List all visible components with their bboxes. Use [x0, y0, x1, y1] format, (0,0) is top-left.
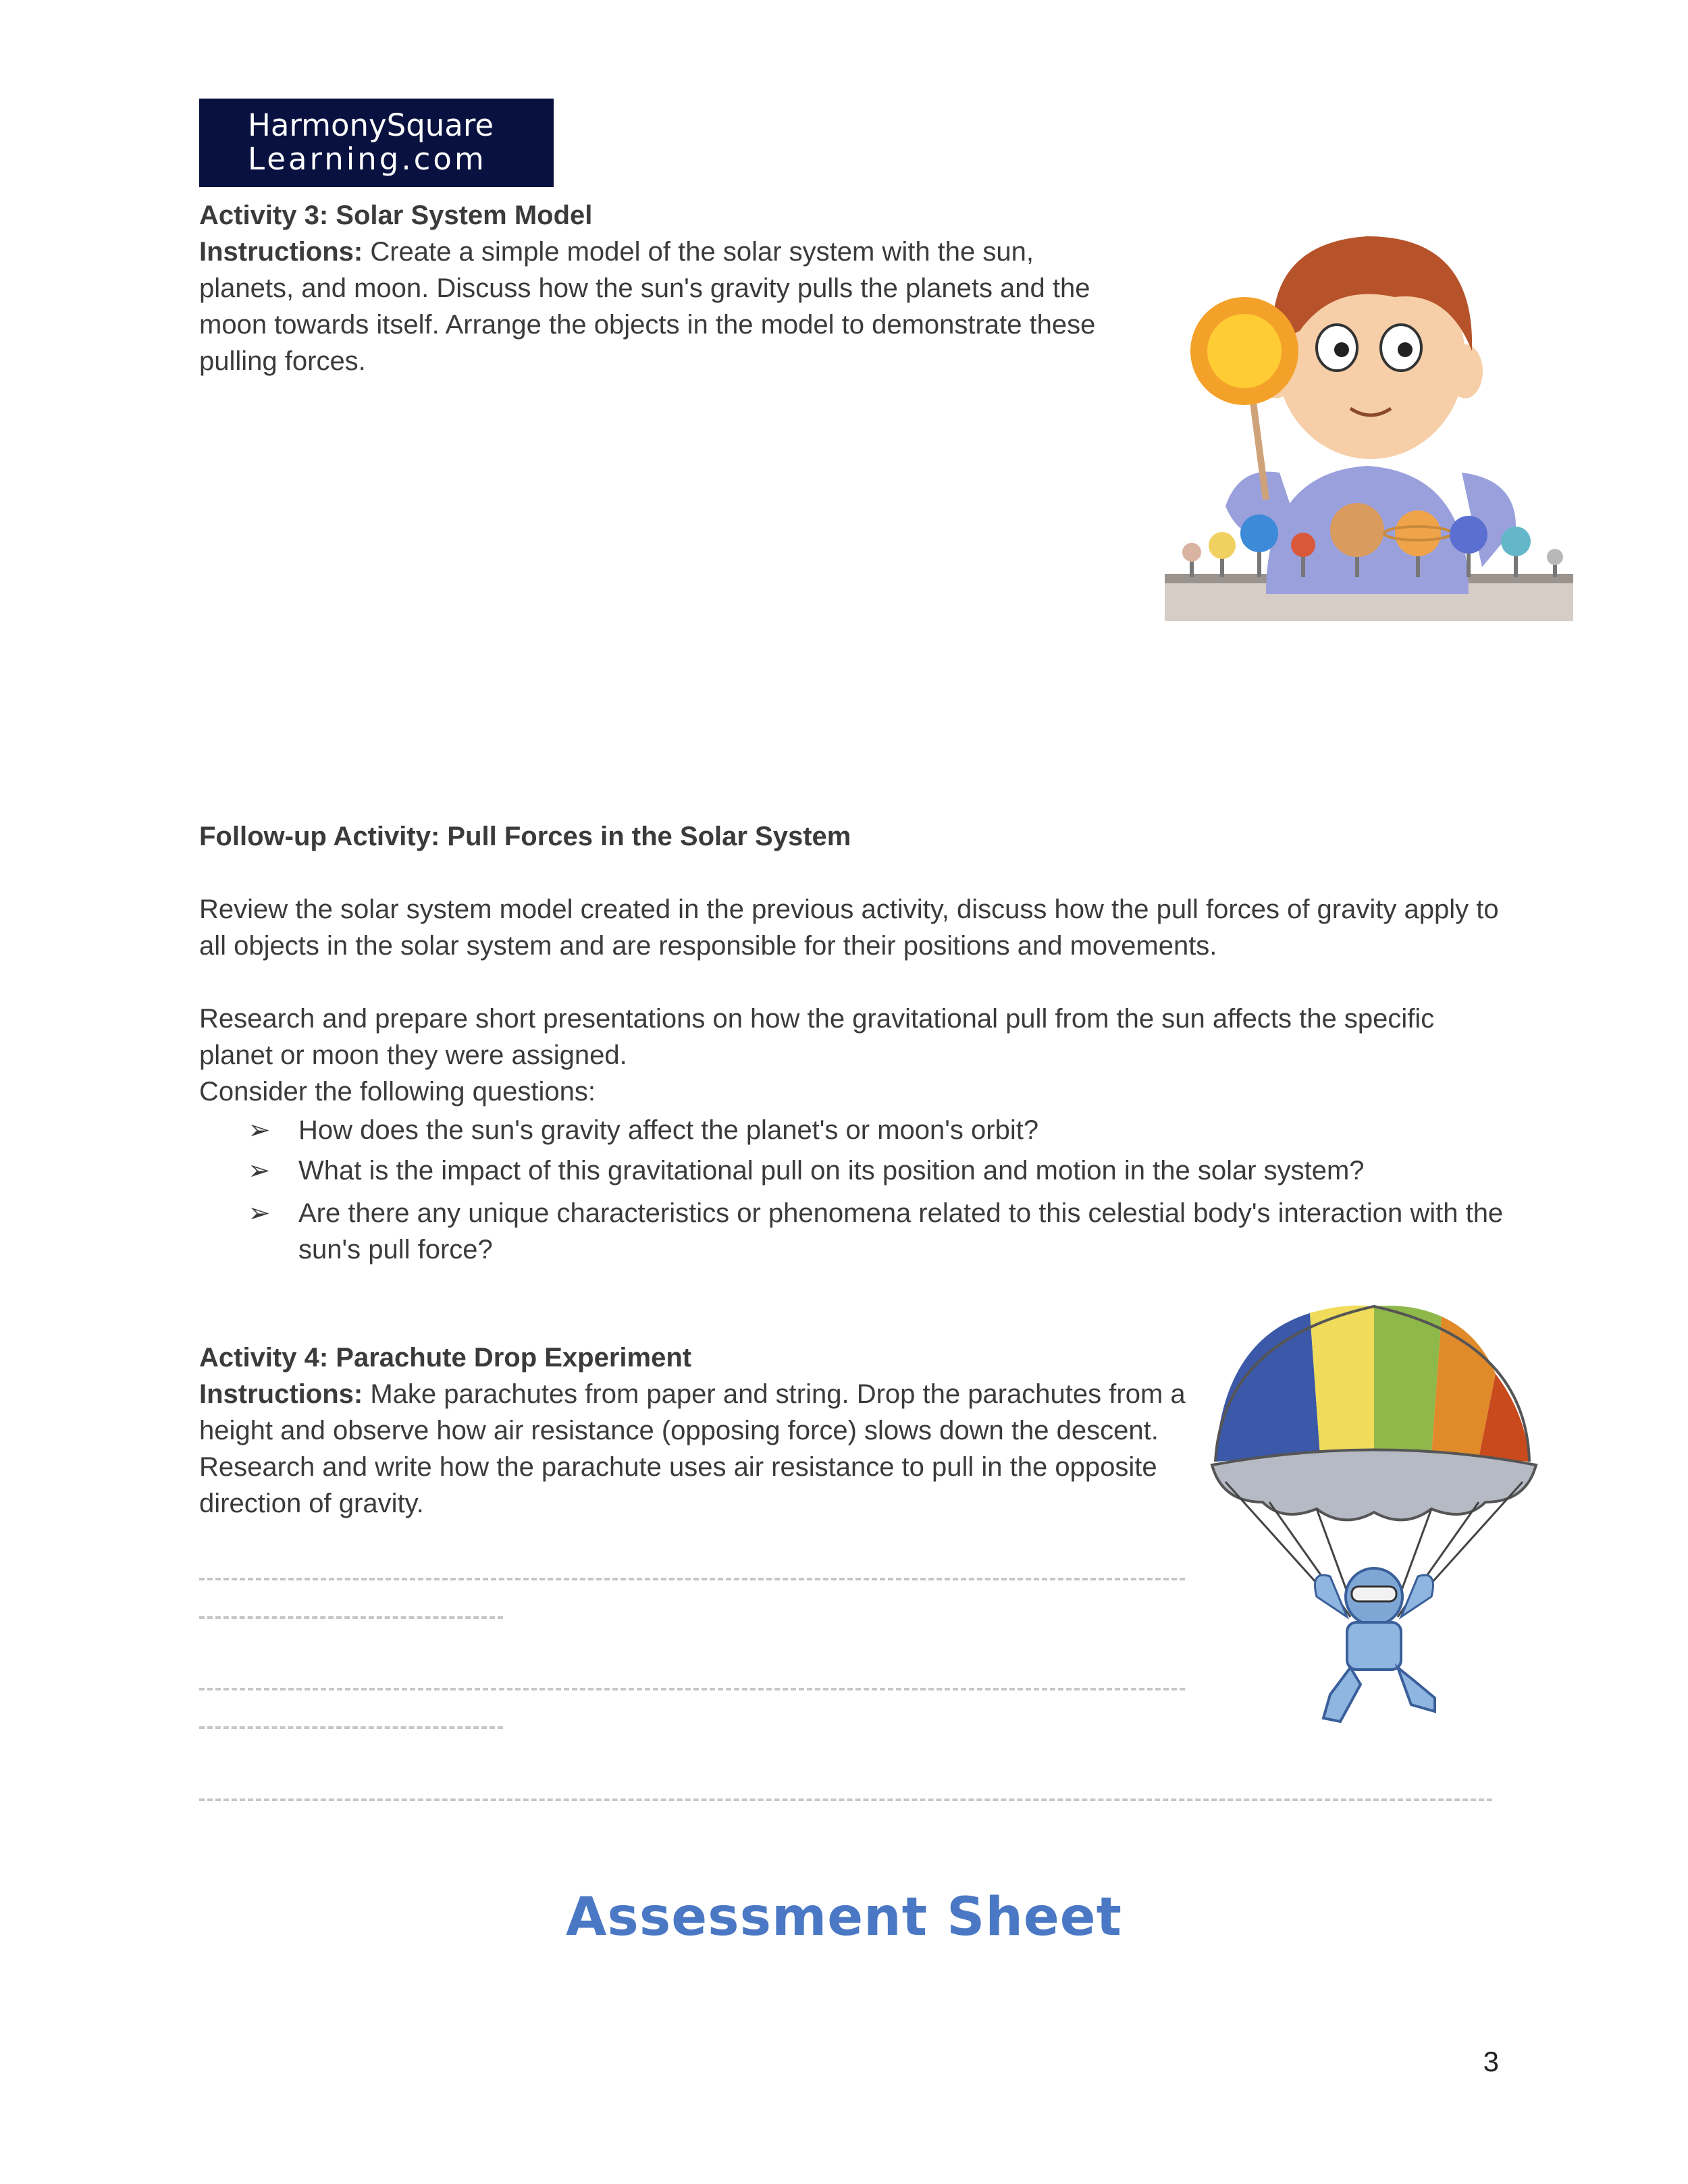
answer-line[interactable] [199, 1799, 1492, 1801]
activity-4-section [199, 1339, 1198, 1522]
followup-title: Follow-up Activity: Pull Forces in the Solar System [199, 822, 851, 851]
instructions-text: Make parachutes from paper and string. Drop the parachutes from a height and observe how air resistance (opposing force) slows down the descent. Research and write how the parachute uses air resistance to pull in the opposite direction of gravity. [199, 1379, 1186, 1518]
instructions-text: Create a simple model of the solar system with the sun, planets, and moon. Discuss how the sun's gravity pulls the planets and the moon towards itself. Arrange the objects in the model to demonstrate these pulling forces. [199, 237, 1096, 376]
followup-section [199, 818, 1509, 1268]
boy-pupil-right [1398, 342, 1413, 357]
question-text: Are there any unique characteristics or phenomena related to this celestial body's interaction with the sun's pull force? [298, 1198, 1504, 1264]
bullet-arrow-icon: ➢ [248, 1198, 271, 1228]
activity-4-title: Activity 4: Parachute Drop Experiment [199, 1343, 692, 1373]
harmony-square-logo [199, 99, 554, 187]
instructions-label: Instructions: [199, 1379, 363, 1409]
instructions-label: Instructions: [199, 237, 363, 267]
boy-solar-system-illustration [1165, 216, 1573, 621]
question-list [199, 1110, 1509, 1268]
bullet-arrow-icon: ➢ [248, 1115, 271, 1145]
page-number: 3 [1483, 2046, 1499, 2077]
followup-paragraph-1: Review the solar system model created in the previous activity, discuss how the pull forces of gravity apply to all objects in the solar system and are responsible for their positions and movements. [199, 895, 1499, 961]
activity-3-instructions [199, 234, 1134, 379]
answer-line[interactable] [199, 1616, 503, 1619]
question-text: What is the impact of this gravitational pull on its position and motion in the solar system? [298, 1156, 1365, 1186]
bullet-arrow-icon: ➢ [248, 1156, 271, 1186]
parachute-canopy [1212, 1306, 1536, 1520]
question-item [199, 1110, 1509, 1150]
activity-4-instructions [199, 1376, 1198, 1522]
boy-ear-right [1448, 344, 1483, 398]
parachutist [1315, 1568, 1435, 1722]
question-item [199, 1191, 1509, 1268]
activity-3-title: Activity 3: Solar System Model [199, 201, 593, 230]
sun-on-stick [1190, 297, 1298, 500]
activity-3-section [199, 197, 1144, 379]
question-text: How does the sun's gravity affect the planet's or moon's orbit? [298, 1115, 1039, 1145]
question-item [199, 1150, 1509, 1191]
boy-pupil-left [1334, 342, 1349, 357]
assessment-sheet-title: Assessment Sheet [566, 1887, 1122, 1948]
answer-line[interactable] [199, 1688, 1185, 1690]
answer-line[interactable] [199, 1578, 1185, 1580]
logo-line-1: HarmonySquare [248, 107, 494, 143]
followup-paragraph-2: Research and prepare short presentations on how the gravitational pull from the sun affects the specific planet or moon they were assigned. [199, 1004, 1435, 1070]
parachute-illustration [1209, 1300, 1539, 1732]
logo-line-2: Learning.com [248, 141, 487, 177]
answer-line[interactable] [199, 1726, 503, 1729]
followup-consider: Consider the following questions: [199, 1077, 596, 1107]
